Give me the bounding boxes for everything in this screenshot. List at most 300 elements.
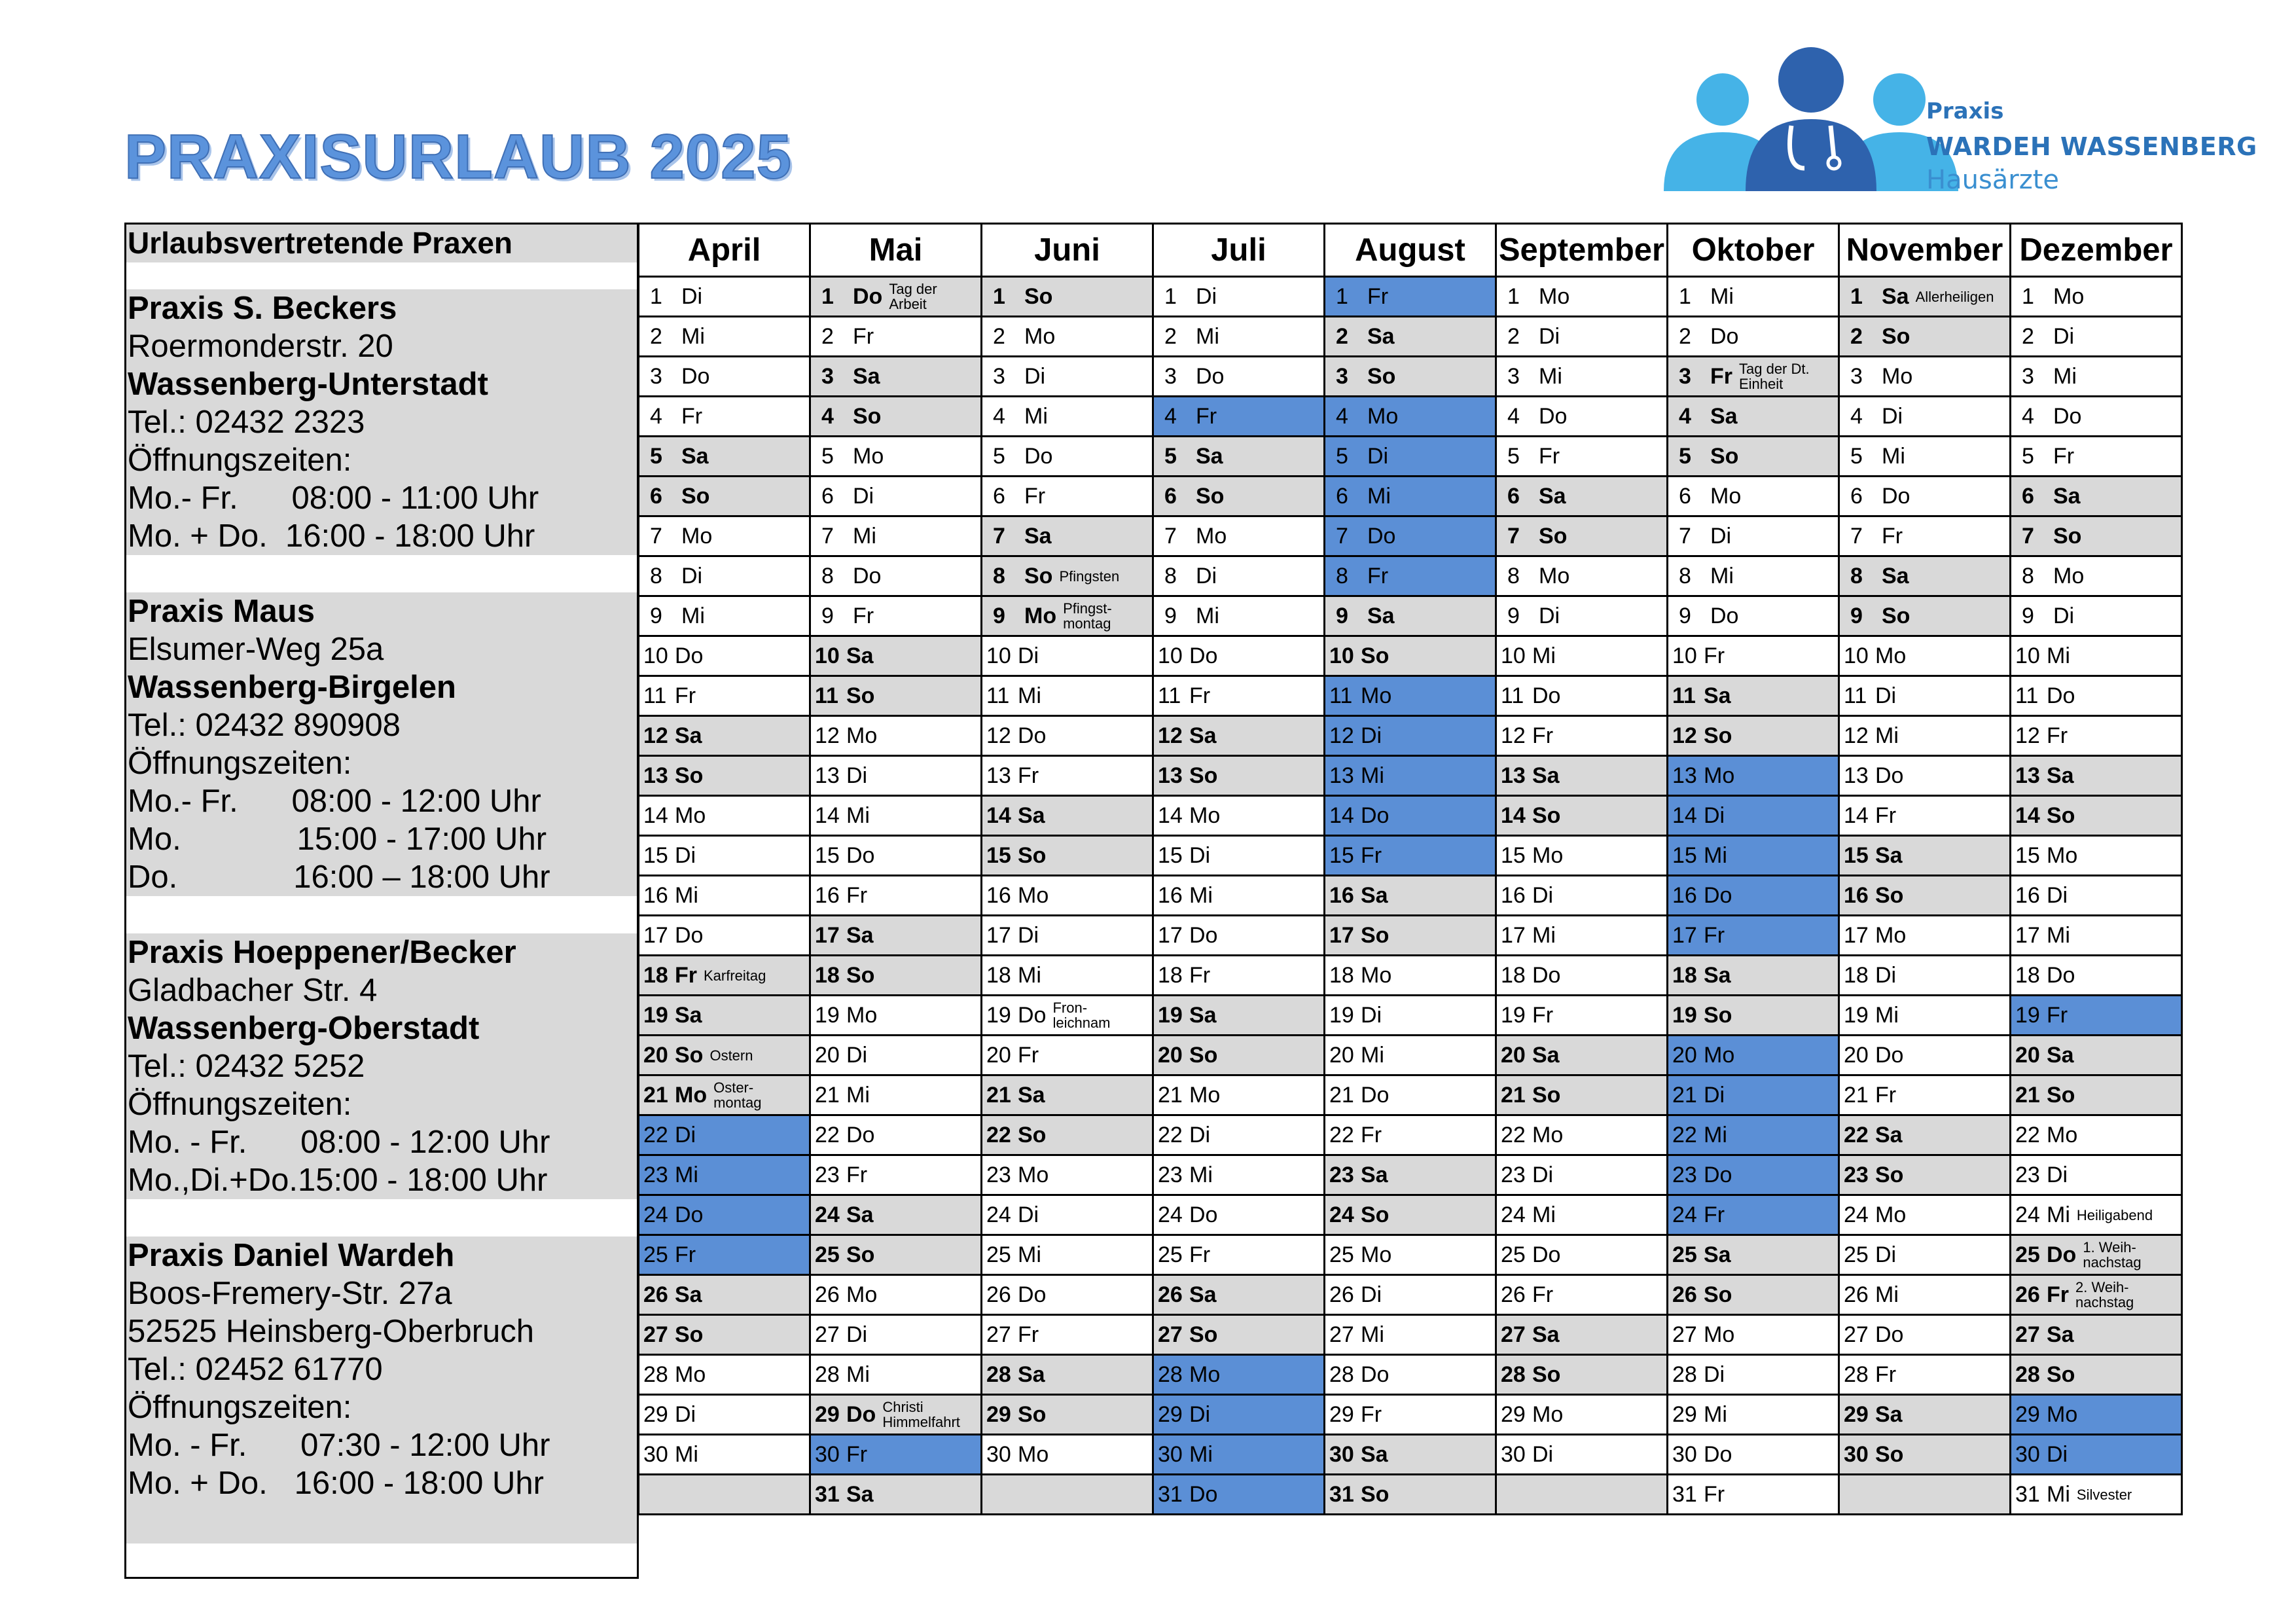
weekday-label: Fr <box>1539 443 1560 469</box>
day-cell <box>1668 277 1839 317</box>
weekday-label: So <box>1875 1441 1904 1467</box>
weekday-label: Mo <box>1018 1162 1049 1187</box>
weekday-label: Di <box>1539 323 1560 349</box>
weekday-label: Fr <box>1367 563 1389 588</box>
day-cell <box>2011 317 2182 357</box>
weekday-label: Mo <box>1361 1242 1392 1267</box>
weekday-label: Mo <box>1196 523 1227 549</box>
day-cell <box>1839 1036 2011 1075</box>
weekday-label: Mo <box>1704 1042 1735 1068</box>
day-cell <box>1668 397 1839 437</box>
weekday-label: So <box>1024 283 1053 309</box>
weekday-label: Di <box>2053 603 2075 628</box>
weekday-label: Mi <box>1704 1122 1727 1147</box>
day-cell <box>810 1235 982 1275</box>
day-cell <box>1153 636 1325 676</box>
day-number: 7 <box>1679 523 1691 549</box>
day-number: 3 <box>2022 363 2034 389</box>
practice-name: Praxis Maus <box>128 594 315 629</box>
day-number: 22 <box>1158 1122 1183 1147</box>
day-number: 18 <box>2015 962 2040 988</box>
day-cell <box>1668 596 1839 636</box>
weekday-label: Fr <box>1710 363 1732 389</box>
day-number: 31 <box>815 1481 840 1507</box>
day-cell <box>639 996 810 1036</box>
day-number: 4 <box>1336 403 1348 429</box>
day-number: 13 <box>2015 763 2040 788</box>
day-cell <box>2011 1275 2182 1315</box>
day-cell <box>1496 596 1668 636</box>
weekday-label: Do <box>1018 723 1047 748</box>
day-cell <box>1496 836 1668 876</box>
practice-name: Praxis Daniel Wardeh <box>128 1238 455 1273</box>
day-cell <box>1668 676 1839 716</box>
day-cell <box>1153 437 1325 477</box>
weekday-label: So <box>1875 1162 1904 1187</box>
day-row <box>639 1155 2182 1195</box>
month-header: April <box>639 224 810 277</box>
weekday-label: Mo <box>1875 922 1907 948</box>
weekday-label: So <box>1704 1282 1732 1307</box>
weekday-label: Mi <box>1018 962 1041 988</box>
day-cell <box>1325 956 1496 996</box>
day-number: 10 <box>986 643 1011 668</box>
weekday-label: Do <box>1532 962 1561 988</box>
day-cell <box>1668 516 1839 556</box>
day-number: 25 <box>1158 1242 1183 1267</box>
day-number: 9 <box>1850 603 1863 628</box>
day-number: 7 <box>993 523 1005 549</box>
practice-hours: Mo. - Fr. 08:00 - 12:00 Uhr <box>128 1125 550 1160</box>
day-number: 9 <box>821 603 834 628</box>
day-cell <box>2011 796 2182 836</box>
weekday-label: Di <box>1196 283 1217 309</box>
weekday-label: So <box>1018 1401 1047 1427</box>
holiday-note: Tag der Dt. Einheit <box>1739 361 1810 392</box>
practice-city: Wassenberg-Oberstadt <box>128 1011 480 1046</box>
day-cell <box>1839 996 2011 1036</box>
day-cell <box>639 636 810 676</box>
day-number: 15 <box>1158 842 1183 868</box>
day-number: 8 <box>1164 563 1177 588</box>
day-row <box>639 716 2182 756</box>
day-number: 15 <box>986 842 1011 868</box>
day-cell <box>1496 1275 1668 1315</box>
weekday-label: Do <box>1875 1322 1904 1347</box>
day-number: 21 <box>815 1082 840 1108</box>
day-cell <box>1153 836 1325 876</box>
day-cell <box>1839 1315 2011 1355</box>
day-cell <box>982 876 1153 916</box>
day-number: 26 <box>986 1282 1011 1307</box>
day-number: 5 <box>1679 443 1691 469</box>
weekday-label: Fr <box>675 962 697 988</box>
vacation-day-cell <box>1325 796 1496 836</box>
month-header: Dezember <box>2011 224 2182 277</box>
weekday-label: Sa <box>1018 803 1045 828</box>
day-number: 26 <box>1158 1282 1183 1307</box>
weekday-label: Mo <box>1361 683 1392 708</box>
weekday-label: Do <box>675 1202 704 1227</box>
weekday-label: Mi <box>2047 1481 2070 1507</box>
day-number: 18 <box>815 962 840 988</box>
weekday-label: So <box>846 962 875 988</box>
day-number: 11 <box>1329 683 1353 708</box>
practice-hours: Mo.,Di.+Do.15:00 - 18:00 Uhr <box>128 1163 548 1198</box>
weekday-label: Mi <box>1704 1401 1727 1427</box>
day-number: 20 <box>1329 1042 1354 1068</box>
day-number: 25 <box>815 1242 840 1267</box>
weekday-label: Mo <box>1532 842 1564 868</box>
practice-card-wardeh <box>126 1236 637 1543</box>
day-number: 17 <box>1844 922 1869 948</box>
day-number: 17 <box>1501 922 1526 948</box>
day-cell <box>810 1155 982 1195</box>
day-cell <box>1153 596 1325 636</box>
day-number: 1 <box>1336 283 1348 309</box>
day-cell <box>1839 1195 2011 1235</box>
day-number: 15 <box>815 842 840 868</box>
day-number: 4 <box>993 403 1005 429</box>
day-cell <box>1325 1275 1496 1315</box>
weekday-label: Fr <box>1189 683 1211 708</box>
day-row <box>639 357 2182 397</box>
practice-hours-label: Öffnungszeiten: <box>128 746 352 781</box>
weekday-label: Do <box>1196 363 1225 389</box>
weekday-label: Fr <box>1882 523 1903 549</box>
weekday-label: So <box>2047 803 2075 828</box>
weekday-label: Do <box>1024 443 1053 469</box>
day-cell <box>639 796 810 836</box>
day-number: 4 <box>650 403 662 429</box>
day-cell <box>1153 477 1325 516</box>
weekday-label: Di <box>1361 1002 1382 1028</box>
weekday-label: Sa <box>853 363 880 389</box>
weekday-label: Sa <box>1882 283 1909 309</box>
holiday-note: 2. Weih- nachstag <box>2075 1279 2134 1310</box>
weekday-label: Do <box>1361 1362 1390 1387</box>
day-cell <box>1325 1475 1496 1515</box>
weekday-label: So <box>1710 443 1739 469</box>
day-cell <box>1496 357 1668 397</box>
day-cell <box>982 1315 1153 1355</box>
day-number: 27 <box>1501 1322 1526 1347</box>
weekday-label: Mo <box>1539 283 1570 309</box>
day-number: 28 <box>1501 1362 1526 1387</box>
day-number: 15 <box>643 842 668 868</box>
weekday-label: Mi <box>1532 643 1556 668</box>
day-number: 26 <box>1672 1282 1697 1307</box>
weekday-label: So <box>1189 1322 1218 1347</box>
day-cell <box>982 596 1153 636</box>
weekday-label: Fr <box>1704 922 1725 948</box>
day-number: 2 <box>650 323 662 349</box>
day-row <box>639 1435 2182 1475</box>
weekday-label: Mo <box>1532 1122 1564 1147</box>
day-number: 16 <box>2015 882 2040 908</box>
day-row <box>639 277 2182 317</box>
day-number: 20 <box>1844 1042 1869 1068</box>
day-number: 12 <box>1329 723 1354 748</box>
weekday-label: Fr <box>1361 1401 1382 1427</box>
day-number: 1 <box>821 283 834 309</box>
day-number: 29 <box>986 1401 1011 1427</box>
vacation-day-cell <box>1153 1435 1325 1475</box>
day-cell <box>1668 437 1839 477</box>
weekday-label: Fr <box>1189 1242 1211 1267</box>
day-cell <box>639 596 810 636</box>
day-number: 9 <box>1336 603 1348 628</box>
day-number: 5 <box>1850 443 1863 469</box>
weekday-label: Sa <box>846 1202 874 1227</box>
day-number: 1 <box>2022 283 2034 309</box>
weekday-label: Sa <box>846 922 874 948</box>
weekday-label: Di <box>1024 363 1046 389</box>
weekday-label: Mo <box>2053 283 2085 309</box>
day-cell <box>1668 956 1839 996</box>
weekday-label: So <box>675 1042 704 1068</box>
day-number: 17 <box>1329 922 1354 948</box>
day-number: 2 <box>821 323 834 349</box>
day-number: 4 <box>821 403 834 429</box>
day-number: 20 <box>2015 1042 2040 1068</box>
day-cell <box>639 317 810 357</box>
day-cell <box>1325 596 1496 636</box>
day-cell <box>2011 556 2182 596</box>
weekday-label: Fr <box>2047 723 2068 748</box>
day-number: 20 <box>643 1042 668 1068</box>
day-number: 24 <box>815 1202 840 1227</box>
day-number: 11 <box>815 683 838 708</box>
day-cell <box>982 357 1153 397</box>
day-cell <box>639 1036 810 1075</box>
day-row <box>639 676 2182 716</box>
weekday-label: Do <box>1875 1042 1904 1068</box>
weekday-label: Sa <box>2053 483 2081 509</box>
weekday-label: Do <box>681 363 710 389</box>
weekday-label: Mo <box>1189 1082 1221 1108</box>
weekday-label: Sa <box>1024 523 1052 549</box>
weekday-label: Di <box>1704 803 1725 828</box>
day-cell <box>1325 996 1496 1036</box>
day-cell <box>1153 796 1325 836</box>
vacation-day-cell <box>1325 556 1496 596</box>
day-number: 29 <box>1672 1401 1697 1427</box>
day-number: 9 <box>1507 603 1520 628</box>
day-number: 3 <box>1850 363 1863 389</box>
day-number: 16 <box>1501 882 1526 908</box>
weekday-label: Mi <box>2047 922 2070 948</box>
day-cell <box>639 397 810 437</box>
day-row <box>639 1475 2182 1515</box>
day-number: 30 <box>643 1441 668 1467</box>
weekday-label: Mi <box>2053 363 2077 389</box>
day-number: 16 <box>1844 882 1869 908</box>
day-number: 22 <box>1329 1122 1354 1147</box>
day-number: 23 <box>643 1162 668 1187</box>
day-number: 7 <box>821 523 834 549</box>
vacation-day-cell <box>639 1115 810 1155</box>
weekday-label: Mi <box>1875 1002 1899 1028</box>
weekday-label: Fr <box>1361 1122 1382 1147</box>
weekday-label: Do <box>1710 323 1739 349</box>
weekday-label: Do <box>1704 882 1732 908</box>
day-cell <box>1839 676 2011 716</box>
weekday-label: Mo <box>1710 483 1742 509</box>
weekday-label: Sa <box>1539 483 1566 509</box>
weekday-label: Sa <box>1367 323 1395 349</box>
day-number: 6 <box>1507 483 1520 509</box>
practice-phone: Tel.: 02432 2323 <box>128 405 365 440</box>
practice-card-hoeppener <box>126 933 637 1199</box>
day-number: 13 <box>815 763 840 788</box>
day-number: 1 <box>650 283 662 309</box>
weekday-label: So <box>1361 922 1390 948</box>
weekday-label: Sa <box>1875 1401 1903 1427</box>
weekday-label: So <box>1018 842 1047 868</box>
weekday-label: Mi <box>681 323 705 349</box>
weekday-label: So <box>1024 563 1053 588</box>
weekday-label: Di <box>1539 603 1560 628</box>
weekday-label: So <box>1361 643 1390 668</box>
logo-line-2: WARDEH WASSENBERG <box>1926 132 2257 161</box>
day-cell <box>1496 1315 1668 1355</box>
day-cell <box>982 1435 1153 1475</box>
day-cell <box>2011 876 2182 916</box>
day-number: 22 <box>1844 1122 1869 1147</box>
day-number: 31 <box>1329 1481 1354 1507</box>
practice-city: Wassenberg-Unterstadt <box>128 367 488 402</box>
day-number: 29 <box>815 1401 840 1427</box>
day-number: 19 <box>986 1002 1011 1028</box>
weekday-label: Fr <box>1367 283 1389 309</box>
holiday-note: Fron- leichnam <box>1052 1000 1111 1031</box>
empty-day-cell <box>639 1475 810 1515</box>
weekday-label: Sa <box>1018 1362 1045 1387</box>
day-cell <box>2011 1075 2182 1115</box>
weekday-label: Fr <box>846 882 868 908</box>
day-cell <box>810 1355 982 1395</box>
weekday-label: So <box>1196 483 1225 509</box>
holiday-note: Karfreitag <box>704 967 766 984</box>
weekday-label: Mi <box>846 1082 870 1108</box>
day-cell <box>1153 1075 1325 1115</box>
weekday-label: Fr <box>1875 1082 1897 1108</box>
day-cell <box>1496 636 1668 676</box>
weekday-label: Do <box>1710 603 1739 628</box>
day-row <box>639 796 2182 836</box>
day-cell <box>1153 1155 1325 1195</box>
day-number: 9 <box>993 603 1005 628</box>
day-cell <box>639 956 810 996</box>
day-cell <box>982 756 1153 796</box>
vacation-day-cell <box>1668 1195 1839 1235</box>
day-cell <box>1668 1355 1839 1395</box>
day-cell <box>1325 1235 1496 1275</box>
weekday-label: Mi <box>1196 323 1219 349</box>
day-cell <box>639 1315 810 1355</box>
day-cell <box>982 796 1153 836</box>
day-row <box>639 317 2182 357</box>
day-cell <box>810 636 982 676</box>
weekday-label: Sa <box>1704 1242 1731 1267</box>
day-cell <box>639 876 810 916</box>
day-cell <box>1153 956 1325 996</box>
weekday-label: Mo <box>675 1082 708 1108</box>
logo-line-1: Praxis <box>1926 98 2004 124</box>
day-number: 22 <box>815 1122 840 1147</box>
day-number: 16 <box>1158 882 1183 908</box>
vacation-day-cell <box>1325 676 1496 716</box>
day-number: 4 <box>2022 403 2034 429</box>
day-cell <box>1496 397 1668 437</box>
weekday-label: Do <box>1367 523 1396 549</box>
day-number: 28 <box>815 1362 840 1387</box>
day-number: 14 <box>1844 803 1869 828</box>
day-cell <box>1668 716 1839 756</box>
weekday-label: Mi <box>1361 763 1384 788</box>
day-number: 23 <box>1501 1162 1526 1187</box>
day-number: 21 <box>1158 1082 1183 1108</box>
day-cell <box>2011 1036 2182 1075</box>
day-number: 15 <box>1501 842 1526 868</box>
day-number: 10 <box>643 643 668 668</box>
holiday-note: Ostern <box>709 1047 753 1064</box>
day-number: 10 <box>1501 643 1526 668</box>
day-number: 21 <box>2015 1082 2040 1108</box>
holiday-note: Heiligabend <box>2076 1206 2153 1223</box>
day-cell <box>1496 956 1668 996</box>
weekday-label: Do <box>1361 1082 1390 1108</box>
day-cell <box>1839 716 2011 756</box>
day-number: 2 <box>2022 323 2034 349</box>
weekday-label: Fr <box>1018 1042 1039 1068</box>
vacation-day-cell <box>1153 1475 1325 1515</box>
day-cell <box>639 556 810 596</box>
day-number: 5 <box>993 443 1005 469</box>
day-cell <box>1839 636 2011 676</box>
day-number: 8 <box>1336 563 1348 588</box>
day-cell <box>810 876 982 916</box>
day-row <box>639 556 2182 596</box>
weekday-label: Di <box>1196 563 1217 588</box>
practice-hours: Mo.- Fr. 08:00 - 11:00 Uhr <box>128 480 539 516</box>
day-cell <box>1839 1395 2011 1435</box>
day-number: 14 <box>1501 803 1526 828</box>
vacation-day-cell <box>1668 876 1839 916</box>
holiday-note: Silvester <box>2076 1486 2132 1503</box>
day-cell <box>1496 1355 1668 1395</box>
day-cell <box>982 477 1153 516</box>
weekday-label: Mi <box>1189 1441 1213 1467</box>
day-cell <box>810 1275 982 1315</box>
weekday-label: Do <box>1875 763 1904 788</box>
day-cell <box>1153 756 1325 796</box>
weekday-label: Do <box>2053 403 2082 429</box>
vacation-day-cell <box>1668 916 1839 956</box>
weekday-label: Mo <box>846 1002 878 1028</box>
day-cell <box>1668 1475 1839 1515</box>
weekday-label: So <box>1189 1042 1218 1068</box>
day-cell <box>1325 1395 1496 1435</box>
weekday-label: So <box>1361 1481 1390 1507</box>
weekday-label: Di <box>675 842 696 868</box>
day-row <box>639 1355 2182 1395</box>
day-cell <box>1839 1235 2011 1275</box>
weekday-label: Mo <box>2047 842 2078 868</box>
weekday-label: Fr <box>1875 803 1897 828</box>
weekday-label: Mi <box>1710 563 1734 588</box>
